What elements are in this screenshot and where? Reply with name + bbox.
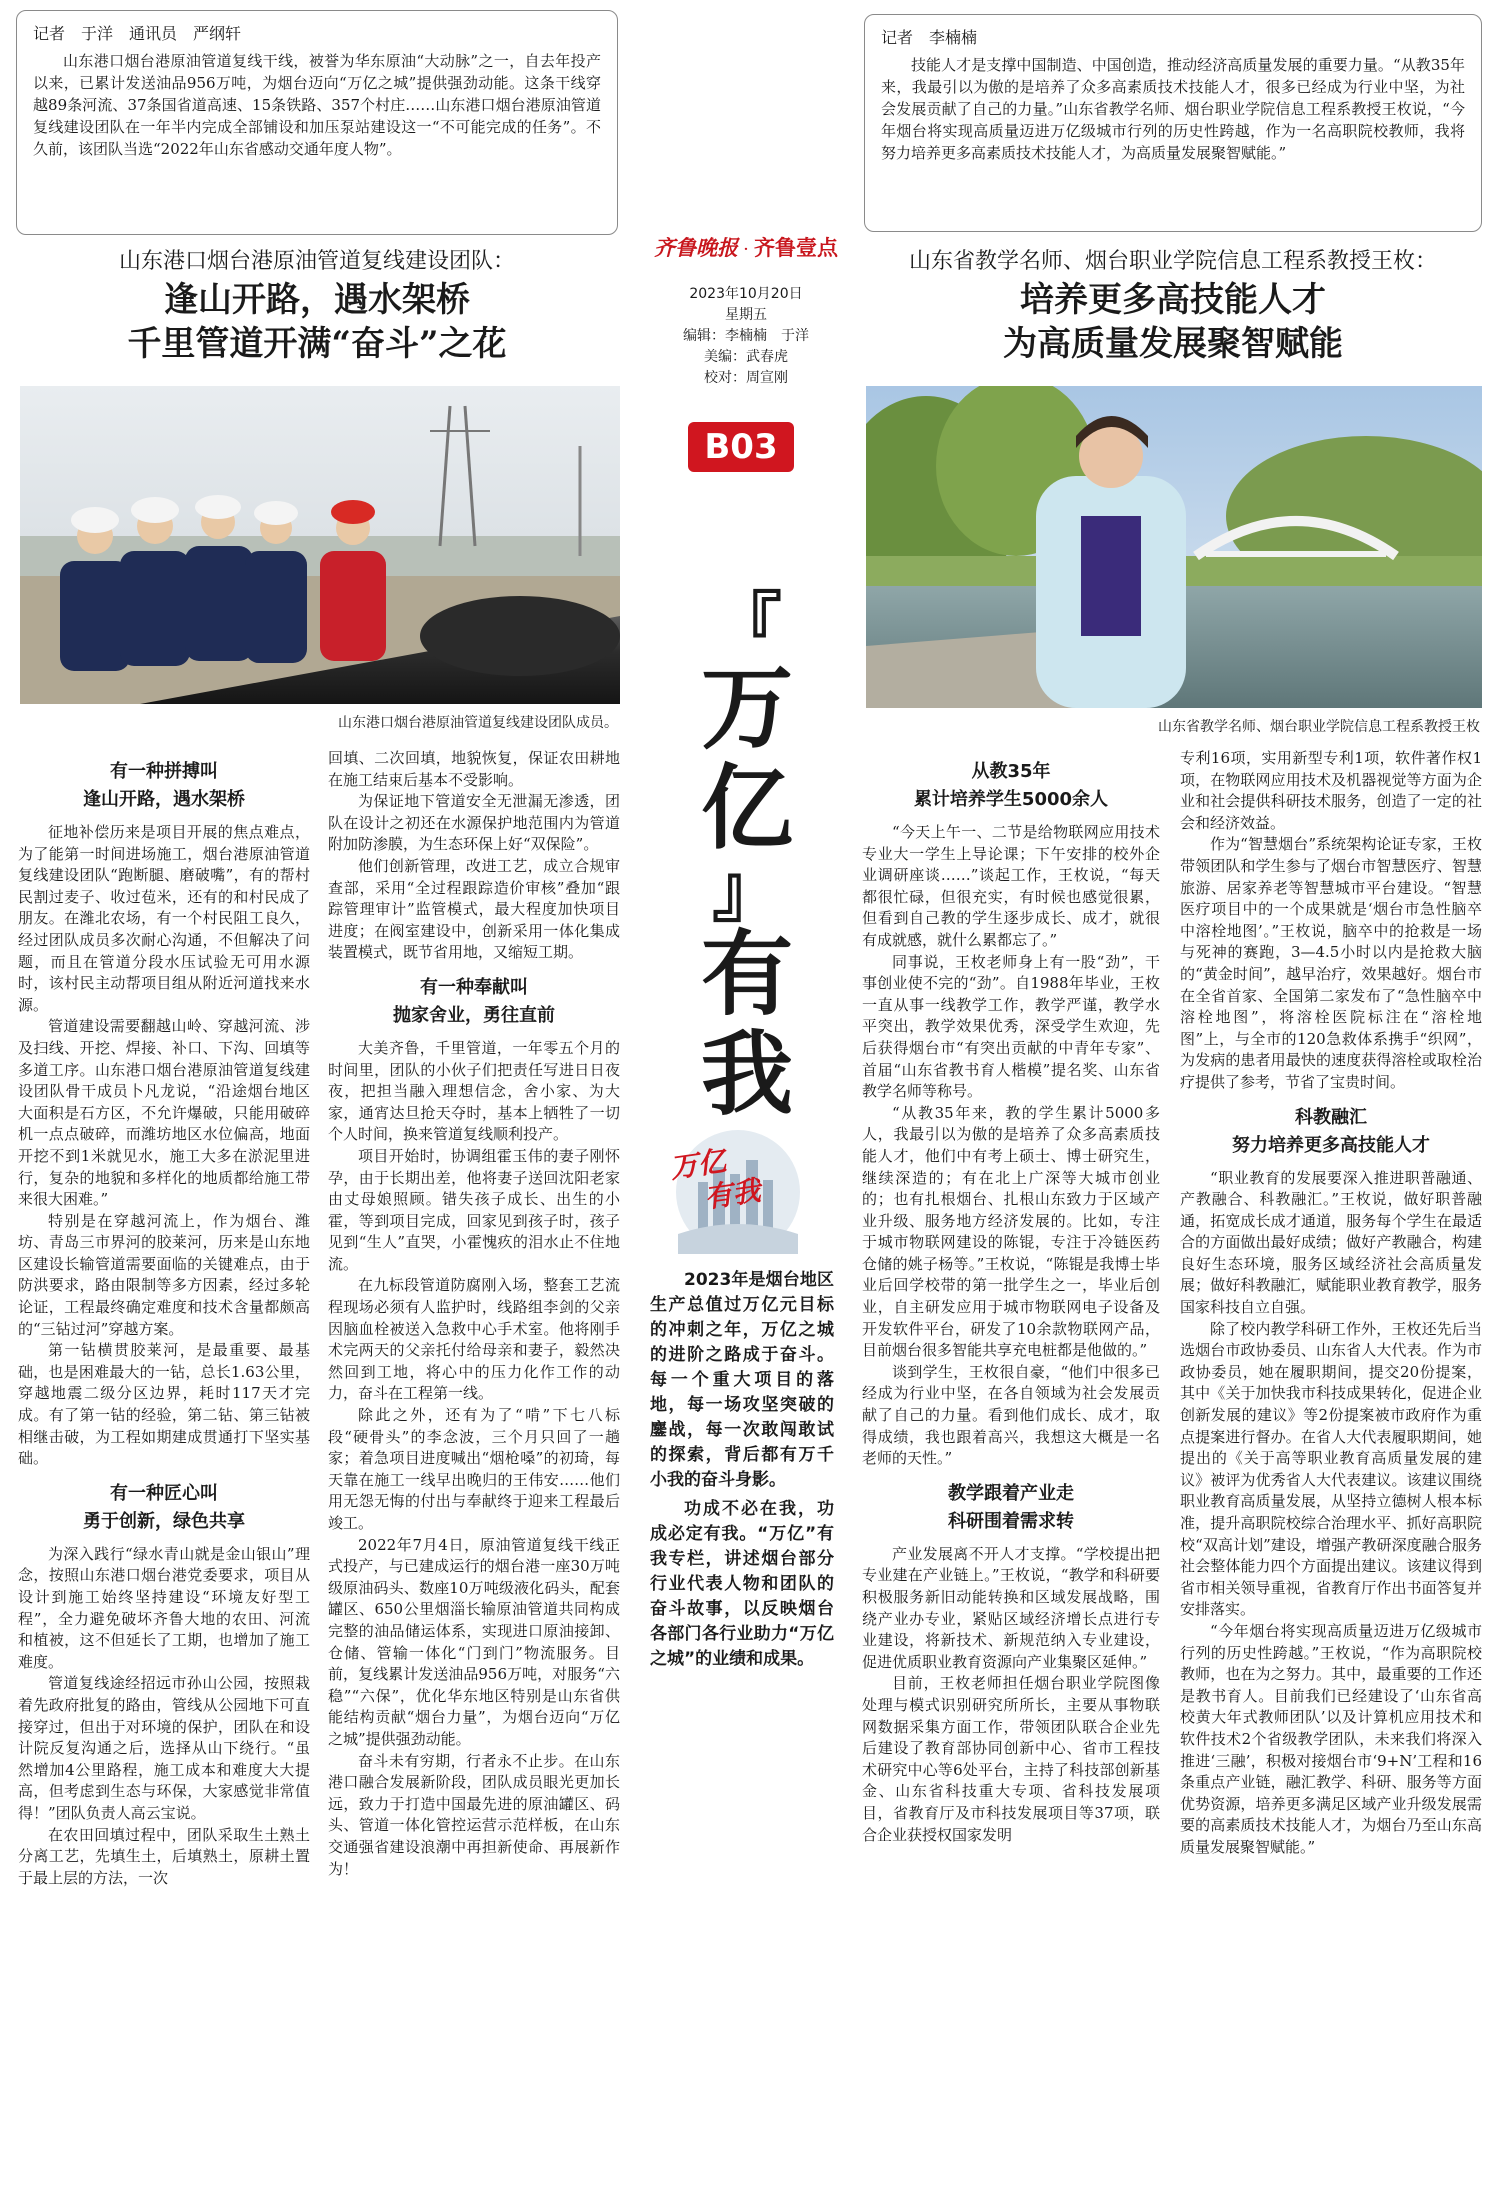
left-column-2 [328, 748, 620, 2196]
column-badge-logo [658, 1122, 818, 1262]
page-number-badge [688, 422, 794, 472]
title-char-wo: 我 [700, 1020, 793, 1128]
paragraph: 专利16项，实用新型专利1项，软件著作权1项，在物联网应用技术及机器视觉等方面为企业和社会提供科研技术服务，创造了一定的社会和经济效益。 [1180, 749, 1482, 832]
right-headline [864, 278, 1482, 366]
subhead-pinbo: 有一种拼搏叫 逢山开路，遇水架桥 [83, 761, 245, 810]
left-headline-line-1: 逢山开路，遇水架桥 [164, 280, 470, 320]
subhead-kejiao: 科教融汇 努力培养更多高技能人才 [1232, 1106, 1430, 1156]
paragraph: 回填、二次回填，地貌恢复，保证农田耕地在施工结束后基本不受影响。 [328, 749, 620, 789]
paragraph: “今天上午一、二节是给物联网应用技术专业大一学生上导论课；下午安排的校外企业调研座谈……”谈起工作，王枚说，“每天都很忙碌，但很充实，有时候也感觉很累，但看到自己教的学生逐步成长、成才，就很有成就感，就什么累都忘了。” [862, 823, 1160, 949]
right-kicker: 山东省教学名师、烟台职业学院信息工程系教授王枚： [908, 249, 1437, 274]
right-headline-line-2: 为高质量发展聚智赋能 [1003, 324, 1343, 364]
paragraph: 在农田回填过程中，团队采取生土熟土分离工艺，先填生土，后填熟土，原耕土置于最上层的方法，一次 [18, 1825, 310, 1887]
title-char-wan: 万 [700, 654, 793, 762]
paragraph: 同事说，王枚老师身上有一股“劲”，干事创业使不完的“劲”。自1988年毕业，王枚一直从事一线教学工作，教学严谨，教学水平突出，教学效果优秀，深受学生欢迎，先后获得烟台市“有突出贡献的中青年专家”、首届“山东省教书育人楷模”提名奖、山东省教学名师等称号。 [862, 952, 1160, 1101]
issue-proofreader: 校对：周宣刚 [704, 370, 788, 386]
right-intro-text: 技能人才是支撑中国制造、中国创造，推动经济高质量发展的重要力量。“从教35年来，我最引以为傲的是培养了众多高素质技术技能人才，很多已经成为行业中坚，为社会发展贡献了自己的力量。”山东省教学名师、烟台职业学院信息工程系教授王枚说，“今年烟台将实现高质量迈进万亿级城市行列的历史性跨越，作为一名高职院校教师，我将努力培养更多高素质技术技能人才，为高质量发展聚智赋能。” [881, 56, 1465, 162]
subhead-jiangxin: 有一种匠心叫 勇于创新，绿色共享 [83, 1482, 245, 1532]
title-bracket-open: 『 [712, 583, 782, 666]
badge-text: 万亿 有我 [667, 1144, 763, 1215]
left-column-1 [18, 748, 310, 2196]
paragraph: 管道建设需要翻越山岭、穿越河流、涉及扫线、开挖、焊接、补口、下沟、回填等多道工序。山东港口烟台港原油管道复线建设团队骨干成员卜凡龙说，“沿途烟台地区大面积是石方区，不允许爆破，只能用破碎机一点点破碎，而潍坊地区水位偏高，地面开挖不到1米就见水，施工大多在淤泥里进行，复杂的地貌和多样化的地质都给施工带来很大困难。” [18, 1017, 310, 1209]
paragraph: 征地补偿历来是项目开展的焦点难点，为了能第一时间进场施工，烟台港原油管道复线建设团队“跑断腿、磨破嘴”，有的帮村民割过麦子、收过苞米，还有的和村民成了朋友。在潍北农场，有一个村民阻工良久，经过团队成员多次耐心沟通，不但解决了问题，而且在管道分段水压试验无可用水源时，该村民主动帮项目组从附近河道找来水源。 [18, 823, 310, 1014]
paragraph: 奋斗未有穷期，行者永不止步。在山东港口融合发展新阶段，团队成员眼光更加长远，致力于打造中国最先进的原油罐区、码头、管道一体化管控运营示范样板，在山东交通强省建设浪潮中再担新使命、再展新作为！ [328, 1751, 620, 1878]
title-char-you: 有 [700, 920, 793, 1028]
paragraph: 产业发展离不开人才支撑。“学校提出把专业建在产业链上。”王枚说，“教学和科研要积极服务新旧动能转换和区域发展战略，围绕产业办专业，紧贴区域经济增长点进行专业建设，将新技术、新规范纳入专业建设，促进优质职业教育资源向产业集聚区延伸。” [862, 1544, 1160, 1671]
left-intro-box [16, 10, 618, 235]
left-intro-text: 山东港口烟台港原油管道复线干线，被誉为华东原油“大动脉”之一，自去年投产以来，已累计发送油品956万吨，为烟台迈向“万亿之城”提供强劲动能。这条干线穿越89条河流、37条国省道高速、15条铁路、357个村庄……山东港口烟台港原油管道复线建设团队在一年半内完成全部铺设和加压泵站建设这一“不可能完成的任务”。不久前，该团队当选“2022年山东省感动交通年度人物”。 [33, 52, 601, 158]
right-portrait-photo [866, 386, 1482, 708]
paragraph: 目前，王枚老师担任烟台职业学院图像处理与模式识别研究所所长，主要从事物联网数据采集方面工作，带领团队联合企业先后建设了教育部协同创新中心、省市工程技术研究中心等6处平台，主持了科技部创新基金、山东省科技重大专项、省科技发展项目，省教育厅及市科技发展项目等37项，联合企业获授权国家发明 [862, 1674, 1160, 1844]
paragraph: 特别是在穿越河流上，作为烟台、潍坊、青岛三市界河的胶莱河，历来是山东地区建设长输管道需要面临的关键难点，由于防洪要求，路由限制等多方因素，经过多轮论证，工程最终确定难度和技术含量都颇高的“三钻过河”穿越方案。 [18, 1211, 310, 1338]
right-column-1 [862, 748, 1160, 2196]
paragraph: 大美齐鲁，千里管道，一年零五个月的时间里，团队的小伙子们把责任写进日日夜夜，把担当融入理想信念，舍小家、为大家，通宵达旦抢天夺时，基本上牺牲了一切个人时间，换来管道复线顺利投产。 [328, 1038, 620, 1144]
paragraph: 为深入践行“绿水青山就是金山银山”理念，按照山东港口烟台港党委要求，项目从设计到施工始终坚持建设“环境友好型工程”，全力避免破坏齐鲁大地的农田、河流和植被，这不但延长了工期，也增加了施工难度。 [18, 1544, 310, 1671]
paragraph: 他们创新管理，改进工艺，成立合规审查部，采用“全过程跟踪造价审核”叠加“跟踪管理审计”监管模式，最大程度加快项目进度；在阀室建设中，创新采用一体化集成装置模式，既节省用地，又缩短工期。 [328, 856, 620, 962]
page-number: B03 [704, 427, 778, 467]
paragraph: “从教35年来，教的学生累计5000多人，我最引以为傲的是培养了众多高素质技能人才，他们中有考上硕士、博士研究生，继续深造的；有在北上广深等大城市创业的；也有扎根烟台、扎根山东致力于区域产业升级、服务地方经济发展的。比如，专注于城市物联网建设的陈锟，专注于冷链医药仓储的姚子杨等。”王枚说，“陈锟是我博士毕业后回学校带的第一批学生之一，毕业后创业，自主研发应用于城市物联网电子设备及开发软件平台，研发了10余款物联网产品，目前烟台很多智能共享充电桩都是他做的。” [862, 1103, 1160, 1360]
right-headline-line-1: 培养更多高技能人才 [1020, 280, 1326, 320]
subhead-fengxian: 有一种奉献叫 抛家舍业，勇往直前 [393, 976, 555, 1026]
issue-date: 2023年10月20日 [689, 286, 803, 302]
left-team-photo [20, 386, 620, 704]
left-photo-caption: 山东港口烟台港原油管道复线建设团队成员。 [338, 715, 618, 731]
paragraph: 除此之外，还有为了“啃”下七八标段“硬骨头”的李念波，三个月只回了一趟家；着急项目进度喊出“烟枪嗓”的初琦，每天靠在施工一线早出晚归的王伟安……他们用无怨无悔的付出与奉献终于迎来工程最后竣工。 [328, 1406, 620, 1532]
paragraph: 管道复线途经招远市孙山公园，按照栽着先政府批复的路由，管线从公园地下可直接穿过，但出于对环境的保护，团队在和设计院反复沟通之后，选择从山下绕行。“虽然增加4公里路程，施工成本和难度大大提高，但考虑到生态与环保，大家感觉非常值得！”团队负责人高云宝说。 [18, 1674, 310, 1822]
logo-qilu-wanbao: 齐鲁晚报 [654, 236, 739, 260]
left-headline-line-2: 千里管道开满“奋斗”之花 [127, 324, 507, 364]
pipeline-workers-illustration [20, 386, 620, 704]
paragraph: 为保证地下管道安全无泄漏无渗透，团队在设计之初还在水源保护地范围内为管道附加防渗膜，为生态环保上好“双保险”。 [328, 792, 620, 854]
sidebar-paragraph-1: 2023年是烟台地区生产总值过万亿元目标的冲刺之年，万亿之城的进阶之路成于奋斗。每一个重大项目的落地，每一场攻坚突破的鏖战，每一次敢闯敢试的探索，背后都有万千小我的奋斗身影。 [650, 1270, 834, 1490]
issue-editor: 编辑：李楠楠 于洋 [683, 328, 809, 344]
paragraph: 在九标段管道防腐刚入场，整套工艺流程现场必须有人监护时，线路组李剑的父亲因脑血栓被送入急救中心手术室。他将刚手术完两天的父亲托付给母亲和妻子，毅然决然回到工地，将心中的压力化作工作的动力，奋斗在工程第一线。 [328, 1276, 620, 1403]
paragraph: 第一钻横贯胶莱河，是最重要、最基础，也是困难最大的一钻，总长1.63公里，穿越地震二级分区边界，耗时117天才完成。有了第一钻的经验，第二钻、第三钻被相继击破，为工程如期建成贯通打下坚实基础。 [18, 1341, 310, 1468]
issue-meta [628, 284, 864, 389]
right-column-2 [1180, 748, 1482, 2196]
column-intro-sidebar [650, 1268, 834, 1672]
left-kicker: 山东港口烟台港原油管道复线建设团队： [118, 249, 515, 274]
paragraph: “职业教育的发展要深入推进职普融通、产教融合、科教融汇。”王枚说，做好职普融通，拓宽成长成才通道，服务每个学生在最适合的方面做出最好成绩；做好产教融合，构建良好生态环境，服务区域经济社会高质量发展；做好科教融汇，赋能职业教育教学，服务国家科技自立自强。 [1180, 1168, 1482, 1317]
left-headline [16, 278, 618, 366]
paragraph: “今年烟台将实现高质量迈进万亿级城市行列的历史性跨越。”王枚说，“作为高职院校教师，也在为之努力。其中，最重要的工作还是教书育人。目前我们已经建设了‘山东省高校黄大年式教师团队’以及计算机应用技术和软件技术2个省级教学团队，未来我们将深入推进‘三融’，积极对接烟台市‘9+N’工程和16条重点产业链，融汇教学、科研、服务等方面优势资源，培养更多满足区域产业升级发展需要的高素质技术技能人才，为烟台乃至山东高质量发展聚智赋能。” [1180, 1621, 1482, 1856]
issue-weekday: 星期五 [725, 307, 767, 323]
logo-qilu-yidian: 齐鲁壹点 [753, 236, 838, 260]
title-bracket-close: 』 [712, 849, 782, 932]
column-title-vertical [662, 583, 832, 1128]
paragraph: 作为“智慧烟台”系统架构论证专家，王枚带领团队和学生参与了烟台市智慧医疗、智慧旅游、居家养老等智慧城市平台建设。“智慧医疗项目中的一个成果就是‘烟台市急性脑卒中溶栓地图’。”王枚说，脑卒中的抢救是一场与死神的赛跑，3—4.5小时以内是抢救大脑的“黄金时间”，越早治疗，效果越好。烟台市在全省首家、全国第二家发布了“急性脑卒中溶栓地图”，将溶栓医院标注在“溶栓地图”上，与全市的120急救体系携手“织网”，为发病的患者用最快的速度获得溶栓或取栓治疗提供了参考，节省了宝贵时间。 [1180, 835, 1482, 1091]
portrait-park-illustration [866, 386, 1482, 708]
right-photo-caption: 山东省教学名师、烟台职业学院信息工程系教授王枚 [1158, 719, 1480, 735]
paragraph: 谈到学生，王枚很自豪，“他们中很多已经成为行业中坚，在各自领域为社会发展贡献了自己的力量。看到他们成长、成才，取得成绩，我也跟着高兴，我想这大概是一名老师的天性。” [862, 1362, 1160, 1468]
right-intro-box [864, 14, 1482, 232]
paragraph: 项目开始时，协调组霍玉伟的妻子刚怀孕，由于长期出差，他将妻子送回沈阳老家由丈母娘照顾。错失孩子成长、出生的小霍，等到项目完成，回家见到孩子时，孩子见到“生人”直哭，小霍愧疚的泪水止不住地流。 [328, 1146, 620, 1273]
masthead-logo: 齐鲁晚报 · 齐鲁壹点 [654, 236, 838, 260]
subhead-congjiao: 从教35年 累计培养学生5000余人 [913, 761, 1109, 810]
right-byline: 记者 李楠楠 [881, 28, 978, 47]
paragraph: 除了校内教学科研工作外，王枚还先后当选烟台市政协委员、山东省人大代表。作为市政协委员，她在履职期间，提交20份提案，其中《关于加快我市科技成果转化，促进企业创新发展的建议》等2份提案被市政府作为重点提案进行督办。在省人大代表履职期间，她提出的《关于高等职业教育高质量发展的建议》被评为优秀省人大代表建议。该建议围绕职业教育高质量发展，从坚持立德树人根本标准，提升高职院校综合治理水平、抓好高职院校“双高计划”建设，增强产教研深度融合服务社会整体能力四个方面提出建议。该建议得到省市相关领导重视，省教育厅作出书面答复并安排落实。 [1180, 1319, 1482, 1619]
left-byline: 记者 于洋 通讯员 严纲轩 [33, 24, 242, 43]
sidebar-paragraph-2: 功成不必在我，功成必定有我。“万亿”有我专栏，讲述烟台部分行业代表人物和团队的奋斗故事，以反映烟台各部门各行业助力“万亿之城”的业绩和成果。 [650, 1499, 834, 1669]
paragraph: 2022年7月4日，原油管道复线干线正式投产，与已建成运行的烟台港一座30万吨级原油码头、数座10万吨级液化码头，配套罐区、650公里烟淄长输原油管道共同构成完整的油品储运体系，实现进口原油接卸、仓储、管输一体化“门到门”物流服务。目前，复线累计发送油品956万吨，对服务“六稳”“六保”，优化华东地区特别是山东省供能结构贡献“烟台力量”，为烟台迈向“万亿之城”提供强劲动能。 [328, 1535, 620, 1748]
issue-art-editor: 美编：武春虎 [704, 349, 788, 365]
subhead-jiaoxue: 教学跟着产业走 科研围着需求转 [948, 1482, 1074, 1532]
title-char-yi: 亿 [700, 754, 793, 862]
